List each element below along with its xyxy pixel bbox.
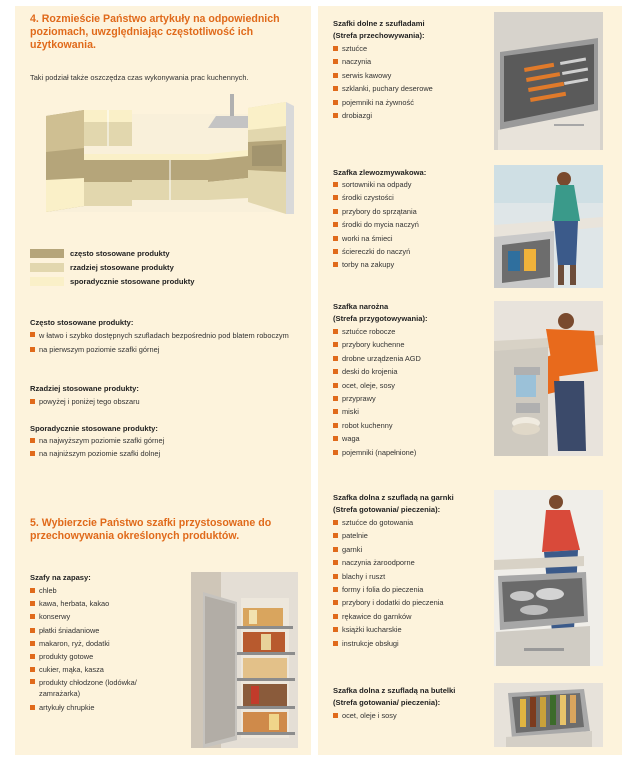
list-item: na pierwszym poziomie szafki górnej <box>30 343 295 356</box>
list-item: drobiazgi <box>333 109 483 122</box>
legend-swatch <box>30 263 64 272</box>
block-title: Szafki dolne z szufladami <box>333 19 425 28</box>
list-item: drobne urządzenia AGD <box>333 352 483 365</box>
list-item: na najniższym poziomie szafki dolnej <box>30 447 295 460</box>
block-title: Szafka zlewozmywakowa: <box>333 168 427 177</box>
list-item: garnki <box>333 543 483 556</box>
list-item: w łatwo i szybko dostępnych szufladach bezpośrednio pod blatem roboczym <box>30 329 295 343</box>
list-item: przybory i dodatki do pieczenia <box>333 596 483 609</box>
list-item: ściereczki do naczyń <box>333 245 483 258</box>
list-item: sztućce do gotowania <box>333 516 483 529</box>
list-item: ocet, oleje i sosy <box>333 709 483 722</box>
block-list <box>333 178 483 272</box>
list-item: sztućce <box>333 42 483 55</box>
list-item: blachy i ruszt <box>333 570 483 583</box>
list-item: kawa, herbata, kakao <box>30 597 180 610</box>
list-item: naczynia żaroodporne <box>333 556 483 569</box>
list-item: ocet, oleje, sosy <box>333 379 483 392</box>
list-item: pojemniki na żywność <box>333 96 483 109</box>
list-item: rękawice do garnków <box>333 610 483 623</box>
list-item: torby na zakupy <box>333 258 483 271</box>
list-item: cukier, mąka, kasza <box>30 663 180 676</box>
pantry-title: Szafy na zapasy: <box>30 573 91 582</box>
list-item: środki do mycia naczyń <box>333 218 483 231</box>
legend-label: często stosowane produkty <box>70 249 170 258</box>
corner-cabinet-photo <box>494 301 603 456</box>
group-list <box>30 434 295 461</box>
block-list <box>333 516 483 650</box>
list-item: sztućce robocze <box>333 325 483 338</box>
bottle-drawer-photo <box>494 683 603 747</box>
list-item: robot kuchenny <box>333 419 483 432</box>
group-title: Często stosowane produkty: <box>30 318 134 327</box>
list-item: przybory do sprzątania <box>333 205 483 218</box>
section4-intro: Taki podział także oszczędza czas wykonywania prac kuchennych. <box>30 73 249 82</box>
list-item: deski do krojenia <box>333 365 483 378</box>
pantry-cabinet-photo <box>191 572 298 748</box>
list-item: instrukcje obsługi <box>333 637 483 650</box>
list-item: chleb <box>30 584 180 597</box>
list-item: na najwyższym poziomie szafki górnej <box>30 434 295 447</box>
block-subtitle: (Strefa przygotowywania): <box>333 314 428 323</box>
pot-drawer-photo <box>494 490 603 666</box>
block-subtitle: (Strefa gotowania/ pieczenia): <box>333 505 441 514</box>
list-item: produkty chłodzone (lodówka/ zamrażarka) <box>30 676 150 701</box>
drawer-cutlery-photo <box>494 12 603 150</box>
list-item: worki na śmieci <box>333 232 483 245</box>
list-item: produkty gotowe <box>30 650 180 663</box>
list-item: płatki śniadaniowe <box>30 624 180 637</box>
block-title: Szafka dolna z szufladą na garnki <box>333 493 454 502</box>
block-list <box>333 42 483 122</box>
legend-item <box>30 249 170 258</box>
list-item: artykuły chrupkie <box>30 701 180 714</box>
legend-label: rzadziej stosowane produkty <box>70 263 174 272</box>
kitchen-zone-diagram <box>38 94 298 218</box>
list-item: sortowniki na odpady <box>333 178 483 191</box>
block-title: Szafka narożna <box>333 302 389 311</box>
list-item: książki kucharskie <box>333 623 483 636</box>
section4-heading: 4. Rozmieście Państwo artykuły na odpowiednich poziomach, uwzględniając częstotliwość ich użytkowania. <box>30 13 280 51</box>
list-item: środki czystości <box>333 191 483 204</box>
legend-swatch <box>30 277 64 286</box>
list-item: szklanki, puchary deserowe <box>333 82 483 95</box>
legend-label: sporadycznie stosowane produkty <box>70 277 195 286</box>
list-item: patelnie <box>333 529 483 542</box>
sink-cabinet-photo <box>494 165 603 288</box>
legend-swatch <box>30 249 64 258</box>
block-subtitle: (Strefa gotowania/ pieczenia): <box>333 698 441 707</box>
list-item: przybory kuchenne <box>333 338 483 351</box>
block-subtitle: (Strefa przechowywania): <box>333 31 425 40</box>
list-item: serwis kawowy <box>333 69 483 82</box>
group-title: Rzadziej stosowane produkty: <box>30 384 139 393</box>
list-item: waga <box>333 432 483 445</box>
legend-item <box>30 277 194 286</box>
block-list <box>333 325 483 459</box>
list-item: makaron, ryż, dodatki <box>30 637 180 650</box>
pantry-list <box>30 584 180 715</box>
group-list <box>30 395 295 408</box>
list-item: powyżej i poniżej tego obszaru <box>30 395 295 408</box>
legend-item <box>30 263 174 272</box>
block-title: Szafka dolna z szufladą na butelki <box>333 686 456 695</box>
block-list <box>333 709 483 722</box>
list-item: naczynia <box>333 55 483 68</box>
group-list <box>30 329 295 356</box>
list-item: pojemniki (napełnione) <box>333 446 483 459</box>
list-item: konserwy <box>30 610 180 623</box>
list-item: przyprawy <box>333 392 483 405</box>
list-item: formy i folia do pieczenia <box>333 583 483 596</box>
section5-heading: 5. Wybierzcie Państwo szafki przystosowane do przechowywania określonych produktów. <box>30 517 272 542</box>
group-title: Sporadycznie stosowane produkty: <box>30 424 158 433</box>
list-item: miski <box>333 405 483 418</box>
